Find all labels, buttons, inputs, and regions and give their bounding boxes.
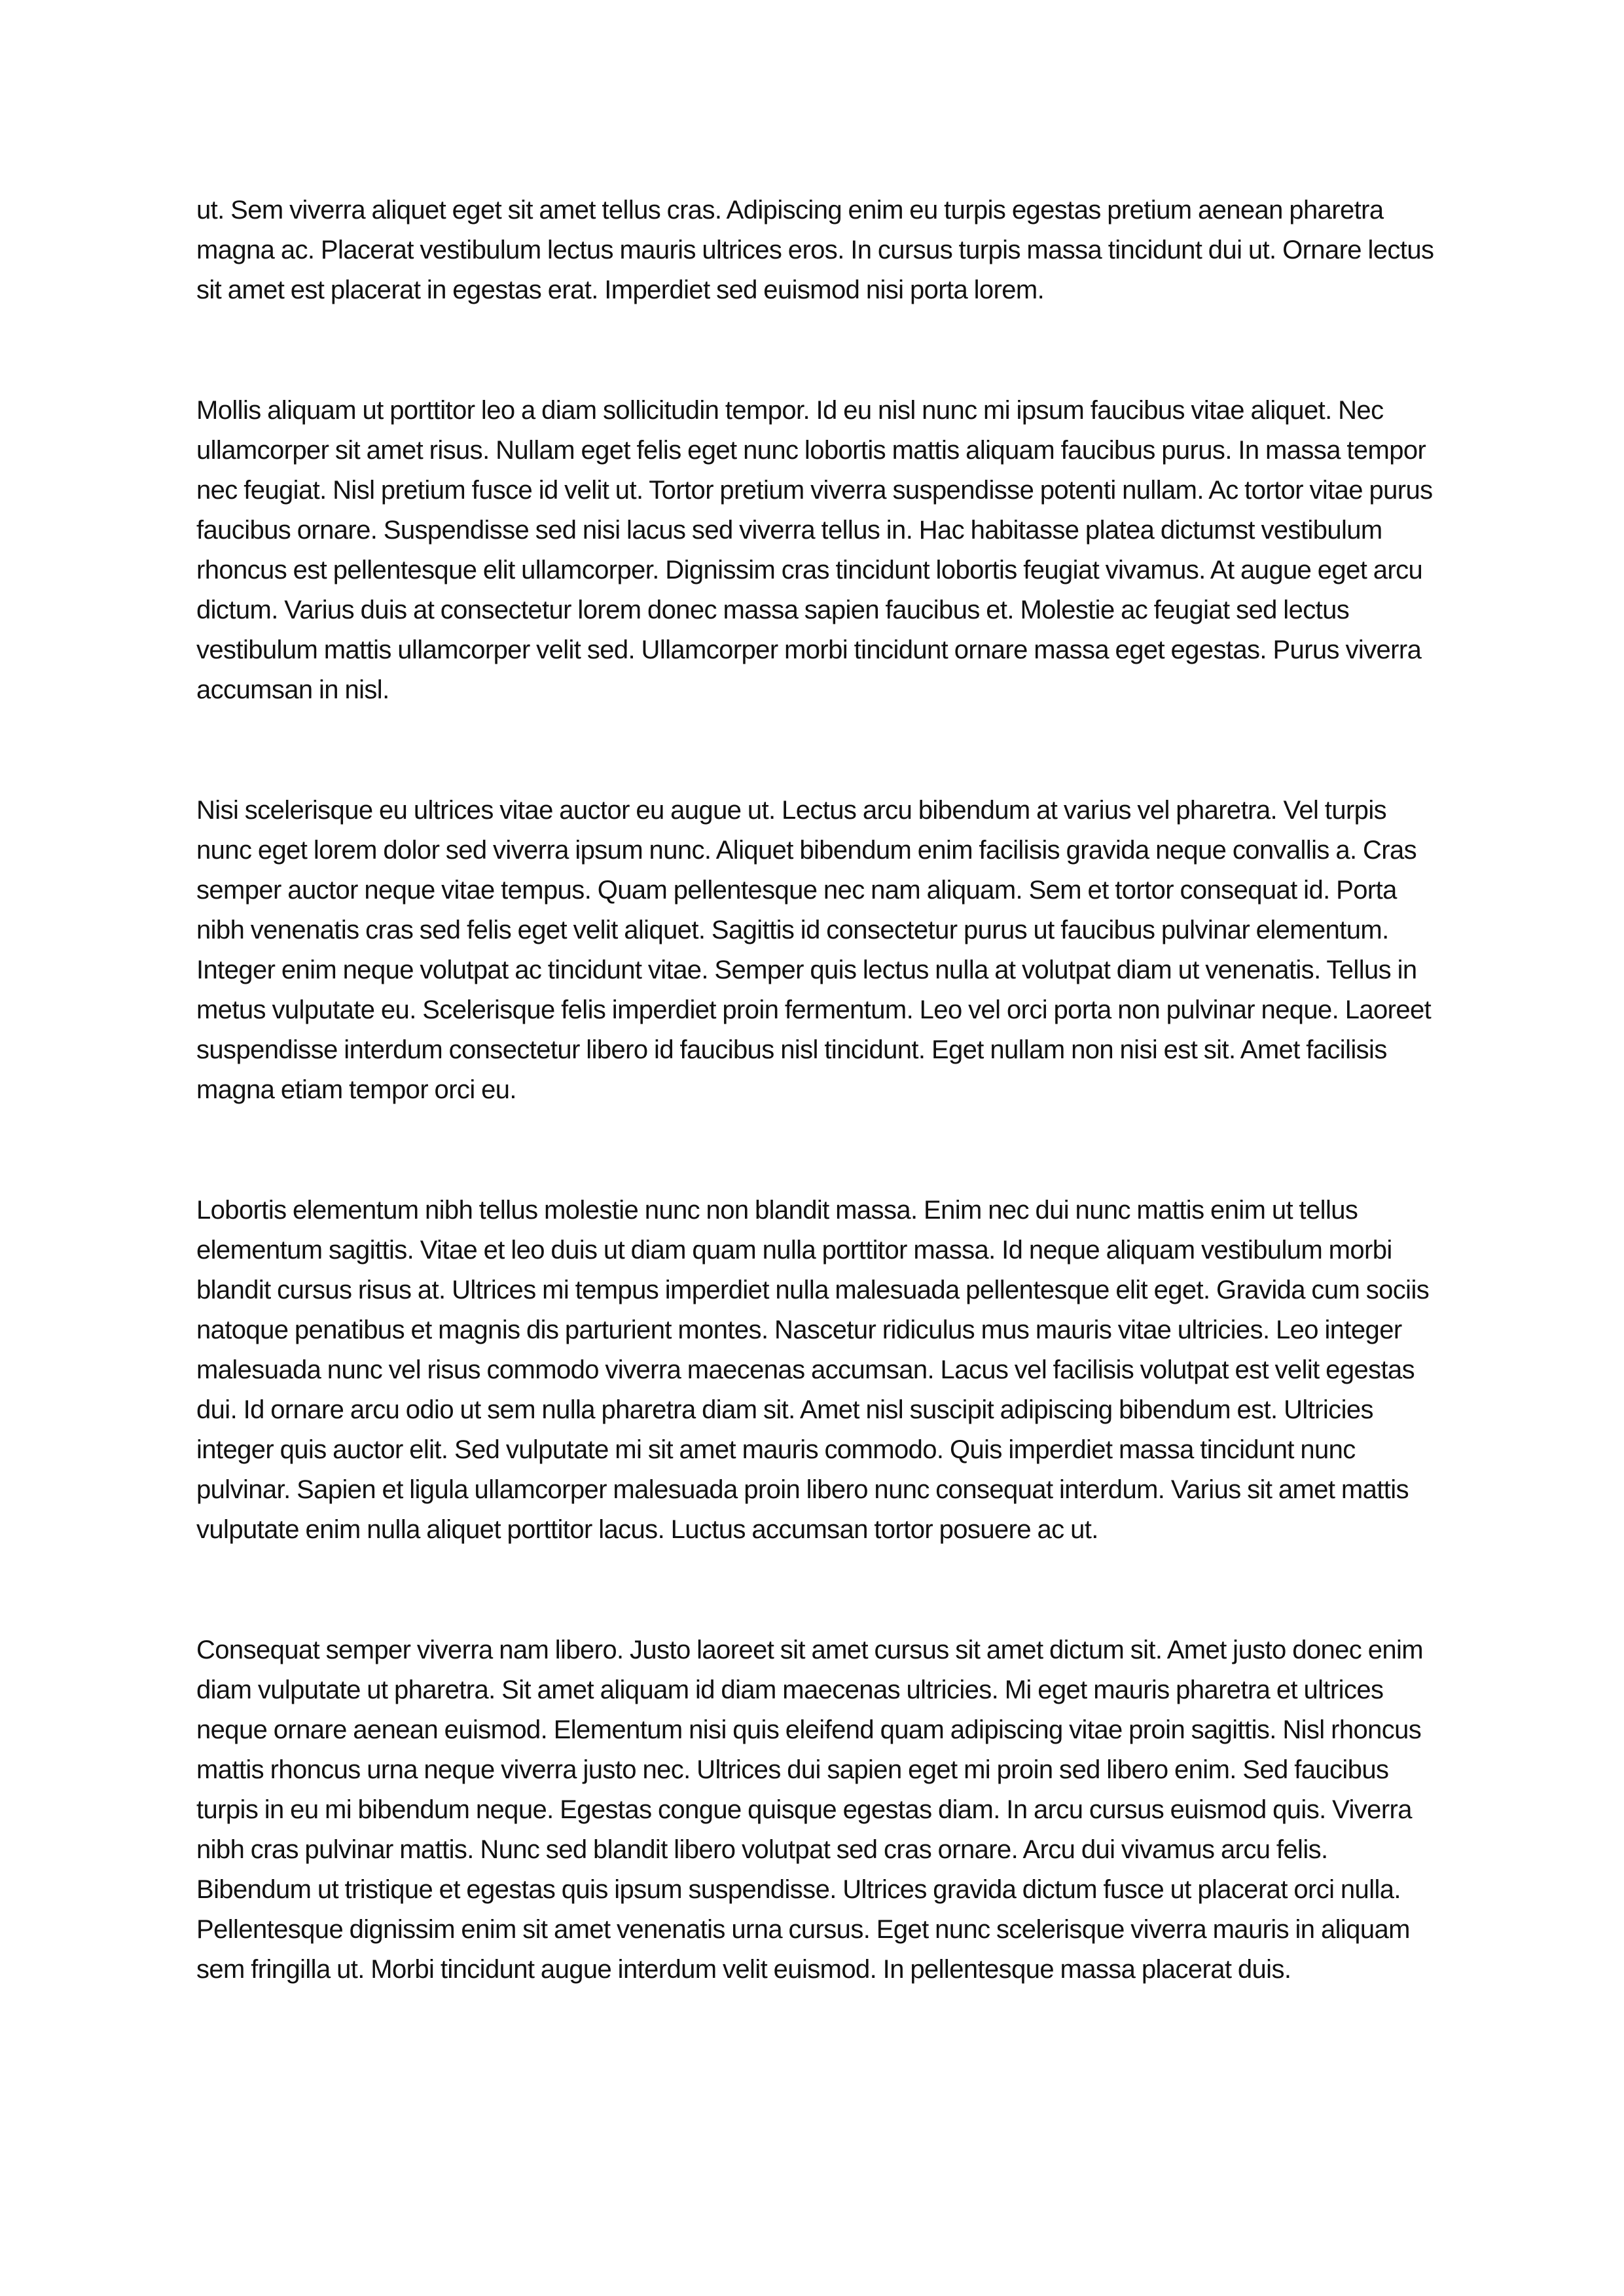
paragraph-4: Lobortis elementum nibh tellus molestie nunc non blandit massa. Enim nec dui nunc mattis enim ut tellus elementum sagittis. Vitae et leo duis ut diam quam nulla porttitor massa. Id neque aliquam vestibulum morbi blandit cursus risus at. Ultrices mi tempus imperdiet nulla malesuada pellentesque elit eget. Gravida cum sociis natoque penatibus et magnis dis parturient montes. Nascetur ridiculus mus mauris vitae ultricies. Leo integer malesuada nunc vel risus commodo viverra maecenas accumsan. Lacus vel facilisis volutpat est velit egestas dui. Id ornare arcu odio ut sem nulla pharetra diam sit. Amet nisl suscipit adipiscing bibendum est. Ultricies integer quis auctor elit. Sed vulputate mi sit amet mauris commodo. Quis imperdiet massa tincidunt nunc pulvinar. Sapien et ligula ullamcorper malesuada proin libero nunc consequat interdum. Varius sit amet mattis vulputate enim nulla aliquet porttitor lacus. Luctus accumsan tortor posuere ac ut. [196, 1196, 1430, 1544]
paragraph-2: Mollis aliquam ut porttitor leo a diam sollicitudin tempor. Id eu nisl nunc mi ipsum faucibus vitae aliquet. Nec ullamcorper sit amet risus. Nullam eget felis eget nunc lobortis mattis aliquam faucibus purus. In massa tempor nec feugiat. Nisl pretium fusce id velit ut. Tortor pretium viverra suspendisse potenti nullam. Ac tortor vitae purus faucibus ornare. Suspendisse sed nisi lacus sed viverra tellus in. Hac habitasse platea dictumst vestibulum rhoncus est pellentesque elit ullamcorper. Dignissim cras tincidunt lobortis feugiat vivamus. At augue eget arcu dictum. Varius duis at consectetur lorem donec massa sapien faucibus et. Molestie ac feugiat sed lectus vestibulum mattis ullamcorper velit sed. Ullamcorper morbi tincidunt ornare massa eget egestas. Purus viverra accumsan in nisl. [196, 396, 1433, 704]
paragraph-5: Consequat semper viverra nam libero. Justo laoreet sit amet cursus sit amet dictum sit. Amet justo donec enim diam vulputate ut pharetra. Sit amet aliquam id diam maecenas ultricies. Mi eget mauris pharetra et ultrices neque ornare aenean euismod. Elementum nisi quis eleifend quam adipiscing vitae proin sagittis. Nisl rhoncus mattis rhoncus urna neque viverra justo nec. Ultrices dui sapien eget mi proin sed libero enim. Sed faucibus turpis in eu mi bibendum neque. Egestas congue quisque egestas diam. In arcu cursus euismod quis. Viverra nibh cras pulvinar mattis. Nunc sed blandit libero volutpat sed cras ornare. Arcu dui vivamus arcu felis. Bibendum ut tristique et egestas quis ipsum suspendisse. Ultrices gravida dictum fusce ut placerat orci nulla. Pellentesque dignissim enim sit amet venenatis urna cursus. Eget nunc scelerisque viverra mauris in aliquam sem fringilla ut. Morbi tincidunt augue interdum velit euismod. In pellentesque massa placerat duis. [196, 1636, 1423, 1984]
paragraph-3: Nisi scelerisque eu ultrices vitae auctor eu augue ut. Lectus arcu bibendum at varius vel pharetra. Vel turpis nunc eget lorem dolor sed viverra ipsum nunc. Aliquet bibendum enim facilisis gravida neque convallis a. Cras semper auctor neque vitae tempus. Quam pellentesque nec nam aliquam. Sem et tortor consequat id. Porta nibh venenatis cras sed felis eget velit aliquet. Sagittis id consectetur purus ut faucibus pulvinar elementum. Integer enim neque volutpat ac tincidunt vitae. Semper quis lectus nulla at volutpat diam ut venenatis. Tellus in metus vulputate eu. Scelerisque felis imperdiet proin fermentum. Leo vel orci porta non pulvinar neque. Laoreet suspendisse interdum consectetur libero id faucibus nisl tincidunt. Eget nullam non nisi est sit. Amet facilisis magna etiam tempor orci eu. [196, 796, 1432, 1104]
document-body [196, 190, 1440, 2070]
paragraph-1: ut. Sem viverra aliquet eget sit amet tellus cras. Adipiscing enim eu turpis egestas pretium aenean pharetra magna ac. Placerat vestibulum lectus mauris ultrices eros. In cursus turpis massa tincidunt dui ut. Ornare lectus sit amet est placerat in egestas erat. Imperdiet sed euismod nisi porta lorem. [196, 196, 1434, 304]
